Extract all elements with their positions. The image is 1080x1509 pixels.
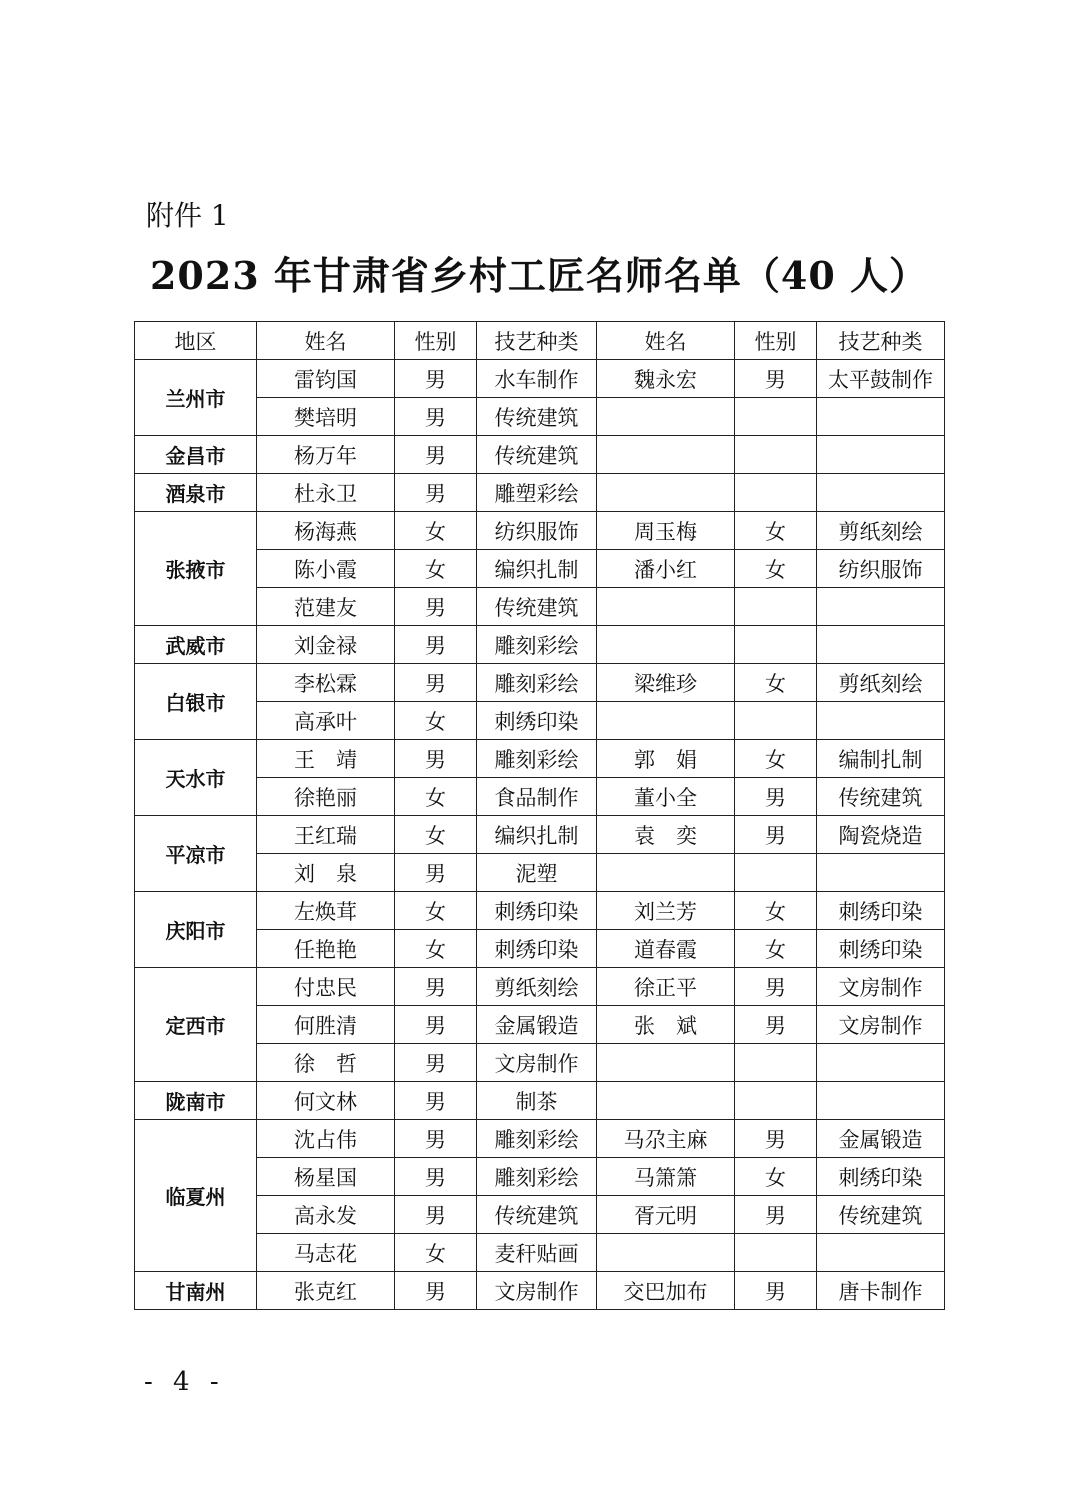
cell-gender-1: 女 bbox=[395, 1234, 477, 1272]
cell-gender-1: 男 bbox=[395, 474, 477, 512]
header-craft-2: 技艺种类 bbox=[817, 322, 945, 360]
cell-craft-1: 雕刻彩绘 bbox=[477, 626, 597, 664]
cell-gender-2: 男 bbox=[735, 1006, 817, 1044]
cell-name-2: 梁维珍 bbox=[597, 664, 735, 702]
cell-name-2: 周玉梅 bbox=[597, 512, 735, 550]
cell-gender-1: 女 bbox=[395, 512, 477, 550]
cell-craft-1: 金属锻造 bbox=[477, 1006, 597, 1044]
cell-name-2: 交巴加布 bbox=[597, 1272, 735, 1310]
cell-gender-1: 男 bbox=[395, 664, 477, 702]
cell-craft-2: 编制扎制 bbox=[817, 740, 945, 778]
table-row bbox=[135, 702, 945, 740]
cell-craft-2: 传统建筑 bbox=[817, 1196, 945, 1234]
cell-name-1: 杨星国 bbox=[257, 1158, 395, 1196]
cell-name-1: 张克红 bbox=[257, 1272, 395, 1310]
cell-gender-2 bbox=[735, 1234, 817, 1272]
cell-craft-2 bbox=[817, 702, 945, 740]
cell-craft-1: 文房制作 bbox=[477, 1044, 597, 1082]
cell-gender-2: 女 bbox=[735, 930, 817, 968]
cell-craft-1: 麦秆贴画 bbox=[477, 1234, 597, 1272]
table-row bbox=[135, 854, 945, 892]
cell-gender-2: 女 bbox=[735, 512, 817, 550]
cell-name-2: 魏永宏 bbox=[597, 360, 735, 398]
cell-craft-1: 文房制作 bbox=[477, 1272, 597, 1310]
table-header-row bbox=[135, 322, 945, 360]
cell-craft-1: 刺绣印染 bbox=[477, 892, 597, 930]
craftsmen-table bbox=[134, 321, 945, 1310]
cell-gender-2 bbox=[735, 702, 817, 740]
cell-gender-2 bbox=[735, 474, 817, 512]
cell-gender-1: 男 bbox=[395, 436, 477, 474]
table-row bbox=[135, 1082, 945, 1120]
table-row bbox=[135, 930, 945, 968]
cell-name-1: 刘金禄 bbox=[257, 626, 395, 664]
cell-name-1: 王红瑞 bbox=[257, 816, 395, 854]
cell-name-2 bbox=[597, 474, 735, 512]
cell-craft-2: 剪纸刻绘 bbox=[817, 664, 945, 702]
region-cell: 武威市 bbox=[135, 626, 257, 664]
table-row bbox=[135, 892, 945, 930]
table-row bbox=[135, 1006, 945, 1044]
table-row bbox=[135, 474, 945, 512]
cell-name-2: 马箫箫 bbox=[597, 1158, 735, 1196]
table-row bbox=[135, 360, 945, 398]
cell-gender-2: 女 bbox=[735, 550, 817, 588]
cell-name-2: 袁 奕 bbox=[597, 816, 735, 854]
region-cell: 张掖市 bbox=[135, 512, 257, 626]
cell-craft-2 bbox=[817, 474, 945, 512]
cell-gender-2: 男 bbox=[735, 1272, 817, 1310]
cell-gender-2: 女 bbox=[735, 892, 817, 930]
header-craft-1: 技艺种类 bbox=[477, 322, 597, 360]
cell-craft-1: 食品制作 bbox=[477, 778, 597, 816]
cell-gender-1: 男 bbox=[395, 1006, 477, 1044]
cell-gender-1: 男 bbox=[395, 1196, 477, 1234]
header-region: 地区 bbox=[135, 322, 257, 360]
cell-name-1: 范建友 bbox=[257, 588, 395, 626]
table-row bbox=[135, 1234, 945, 1272]
cell-gender-2 bbox=[735, 436, 817, 474]
cell-craft-2 bbox=[817, 1044, 945, 1082]
page-number: - 4 - bbox=[144, 1367, 225, 1397]
cell-craft-1: 剪纸刻绘 bbox=[477, 968, 597, 1006]
cell-craft-2: 刺绣印染 bbox=[817, 930, 945, 968]
table-row bbox=[135, 1120, 945, 1158]
cell-name-1: 杨万年 bbox=[257, 436, 395, 474]
cell-craft-2 bbox=[817, 626, 945, 664]
cell-gender-2: 男 bbox=[735, 778, 817, 816]
cell-gender-2 bbox=[735, 398, 817, 436]
cell-craft-1: 刺绣印染 bbox=[477, 702, 597, 740]
cell-name-2 bbox=[597, 398, 735, 436]
cell-gender-2: 女 bbox=[735, 664, 817, 702]
header-name-2: 姓名 bbox=[597, 322, 735, 360]
cell-name-2 bbox=[597, 1082, 735, 1120]
cell-craft-2 bbox=[817, 398, 945, 436]
region-cell: 酒泉市 bbox=[135, 474, 257, 512]
cell-gender-1: 男 bbox=[395, 1120, 477, 1158]
cell-craft-1: 泥塑 bbox=[477, 854, 597, 892]
cell-gender-1: 女 bbox=[395, 702, 477, 740]
cell-gender-1: 男 bbox=[395, 588, 477, 626]
cell-gender-1: 男 bbox=[395, 1044, 477, 1082]
cell-name-2 bbox=[597, 436, 735, 474]
cell-name-2: 潘小红 bbox=[597, 550, 735, 588]
header-gender-1: 性别 bbox=[395, 322, 477, 360]
cell-name-1: 付忠民 bbox=[257, 968, 395, 1006]
table-row bbox=[135, 816, 945, 854]
cell-gender-1: 男 bbox=[395, 1272, 477, 1310]
cell-gender-2 bbox=[735, 1082, 817, 1120]
table-row bbox=[135, 512, 945, 550]
cell-craft-2: 太平鼓制作 bbox=[817, 360, 945, 398]
header-name-1: 姓名 bbox=[257, 322, 395, 360]
cell-name-1: 王 靖 bbox=[257, 740, 395, 778]
cell-name-2: 胥元明 bbox=[597, 1196, 735, 1234]
cell-craft-2: 刺绣印染 bbox=[817, 892, 945, 930]
cell-craft-2: 文房制作 bbox=[817, 1006, 945, 1044]
region-cell: 平凉市 bbox=[135, 816, 257, 892]
cell-gender-1: 男 bbox=[395, 968, 477, 1006]
cell-gender-2: 男 bbox=[735, 360, 817, 398]
cell-name-2 bbox=[597, 702, 735, 740]
cell-name-2 bbox=[597, 854, 735, 892]
cell-gender-2 bbox=[735, 588, 817, 626]
cell-gender-2: 女 bbox=[735, 1158, 817, 1196]
table-row bbox=[135, 778, 945, 816]
cell-craft-1: 传统建筑 bbox=[477, 588, 597, 626]
table-row bbox=[135, 1272, 945, 1310]
cell-craft-2 bbox=[817, 1234, 945, 1272]
cell-name-1: 杨海燕 bbox=[257, 512, 395, 550]
cell-name-2: 徐正平 bbox=[597, 968, 735, 1006]
cell-gender-2: 女 bbox=[735, 740, 817, 778]
cell-craft-1: 传统建筑 bbox=[477, 398, 597, 436]
cell-gender-2 bbox=[735, 1044, 817, 1082]
cell-craft-1: 制茶 bbox=[477, 1082, 597, 1120]
cell-craft-2 bbox=[817, 436, 945, 474]
cell-craft-1: 雕塑彩绘 bbox=[477, 474, 597, 512]
region-cell: 庆阳市 bbox=[135, 892, 257, 968]
cell-gender-1: 女 bbox=[395, 778, 477, 816]
table-row bbox=[135, 1196, 945, 1234]
region-cell: 临夏州 bbox=[135, 1120, 257, 1272]
cell-craft-1: 水车制作 bbox=[477, 360, 597, 398]
cell-gender-2: 男 bbox=[735, 816, 817, 854]
cell-name-1: 左焕茸 bbox=[257, 892, 395, 930]
cell-craft-1: 编织扎制 bbox=[477, 550, 597, 588]
cell-name-2 bbox=[597, 1234, 735, 1272]
cell-gender-1: 男 bbox=[395, 854, 477, 892]
cell-name-2: 马尕主麻 bbox=[597, 1120, 735, 1158]
cell-name-1: 何胜清 bbox=[257, 1006, 395, 1044]
cell-craft-1: 传统建筑 bbox=[477, 1196, 597, 1234]
cell-craft-2: 陶瓷烧造 bbox=[817, 816, 945, 854]
table-row bbox=[135, 626, 945, 664]
region-cell: 白银市 bbox=[135, 664, 257, 740]
cell-name-2: 道春霞 bbox=[597, 930, 735, 968]
cell-craft-1: 雕刻彩绘 bbox=[477, 740, 597, 778]
document-title: 2023 年甘肃省乡村工匠名师名单（40 人） bbox=[149, 253, 929, 298]
cell-craft-2: 金属锻造 bbox=[817, 1120, 945, 1158]
attachment-label: 附件 1 bbox=[146, 199, 229, 232]
region-cell: 定西市 bbox=[135, 968, 257, 1082]
cell-name-1: 杜永卫 bbox=[257, 474, 395, 512]
cell-name-2: 张 斌 bbox=[597, 1006, 735, 1044]
cell-gender-2: 男 bbox=[735, 1196, 817, 1234]
cell-craft-2 bbox=[817, 1082, 945, 1120]
cell-craft-1: 编织扎制 bbox=[477, 816, 597, 854]
cell-name-1: 何文林 bbox=[257, 1082, 395, 1120]
cell-name-2 bbox=[597, 626, 735, 664]
cell-name-1: 高承叶 bbox=[257, 702, 395, 740]
region-cell: 天水市 bbox=[135, 740, 257, 816]
cell-gender-1: 男 bbox=[395, 740, 477, 778]
cell-craft-2: 剪纸刻绘 bbox=[817, 512, 945, 550]
cell-craft-1: 刺绣印染 bbox=[477, 930, 597, 968]
header-gender-2: 性别 bbox=[735, 322, 817, 360]
cell-gender-1: 男 bbox=[395, 626, 477, 664]
cell-gender-1: 男 bbox=[395, 1158, 477, 1196]
cell-gender-2: 男 bbox=[735, 968, 817, 1006]
cell-name-1: 马志花 bbox=[257, 1234, 395, 1272]
cell-name-1: 樊培明 bbox=[257, 398, 395, 436]
table-row bbox=[135, 436, 945, 474]
cell-craft-1: 纺织服饰 bbox=[477, 512, 597, 550]
region-cell: 金昌市 bbox=[135, 436, 257, 474]
cell-gender-2: 男 bbox=[735, 1120, 817, 1158]
table-row bbox=[135, 664, 945, 702]
cell-craft-2: 唐卡制作 bbox=[817, 1272, 945, 1310]
cell-craft-2: 刺绣印染 bbox=[817, 1158, 945, 1196]
cell-craft-1: 传统建筑 bbox=[477, 436, 597, 474]
cell-craft-1: 雕刻彩绘 bbox=[477, 1120, 597, 1158]
table-row bbox=[135, 588, 945, 626]
table-row bbox=[135, 1044, 945, 1082]
cell-craft-2: 传统建筑 bbox=[817, 778, 945, 816]
cell-name-1: 任艳艳 bbox=[257, 930, 395, 968]
cell-gender-1: 女 bbox=[395, 892, 477, 930]
table-row bbox=[135, 968, 945, 1006]
cell-craft-2: 纺织服饰 bbox=[817, 550, 945, 588]
cell-gender-2 bbox=[735, 854, 817, 892]
cell-craft-1: 雕刻彩绘 bbox=[477, 1158, 597, 1196]
cell-name-1: 雷钧国 bbox=[257, 360, 395, 398]
cell-gender-1: 男 bbox=[395, 360, 477, 398]
cell-name-2: 刘兰芳 bbox=[597, 892, 735, 930]
region-cell: 兰州市 bbox=[135, 360, 257, 436]
cell-name-2: 郭 娟 bbox=[597, 740, 735, 778]
region-cell: 陇南市 bbox=[135, 1082, 257, 1120]
cell-name-1: 李松霖 bbox=[257, 664, 395, 702]
cell-name-1: 陈小霞 bbox=[257, 550, 395, 588]
table-row bbox=[135, 740, 945, 778]
cell-name-2 bbox=[597, 588, 735, 626]
cell-gender-1: 女 bbox=[395, 930, 477, 968]
cell-craft-2: 文房制作 bbox=[817, 968, 945, 1006]
table-row bbox=[135, 1158, 945, 1196]
cell-gender-1: 女 bbox=[395, 816, 477, 854]
cell-craft-2 bbox=[817, 854, 945, 892]
cell-name-1: 徐 哲 bbox=[257, 1044, 395, 1082]
cell-gender-1: 男 bbox=[395, 398, 477, 436]
cell-name-2: 董小全 bbox=[597, 778, 735, 816]
cell-name-1: 沈占伟 bbox=[257, 1120, 395, 1158]
cell-name-2 bbox=[597, 1044, 735, 1082]
table-row bbox=[135, 550, 945, 588]
cell-craft-1: 雕刻彩绘 bbox=[477, 664, 597, 702]
cell-name-1: 徐艳丽 bbox=[257, 778, 395, 816]
cell-gender-1: 女 bbox=[395, 550, 477, 588]
cell-gender-2 bbox=[735, 626, 817, 664]
cell-name-1: 高永发 bbox=[257, 1196, 395, 1234]
region-cell: 甘南州 bbox=[135, 1272, 257, 1310]
cell-gender-1: 男 bbox=[395, 1082, 477, 1120]
table-body bbox=[135, 360, 945, 1310]
cell-name-1: 刘 泉 bbox=[257, 854, 395, 892]
cell-craft-2 bbox=[817, 588, 945, 626]
table-row bbox=[135, 398, 945, 436]
